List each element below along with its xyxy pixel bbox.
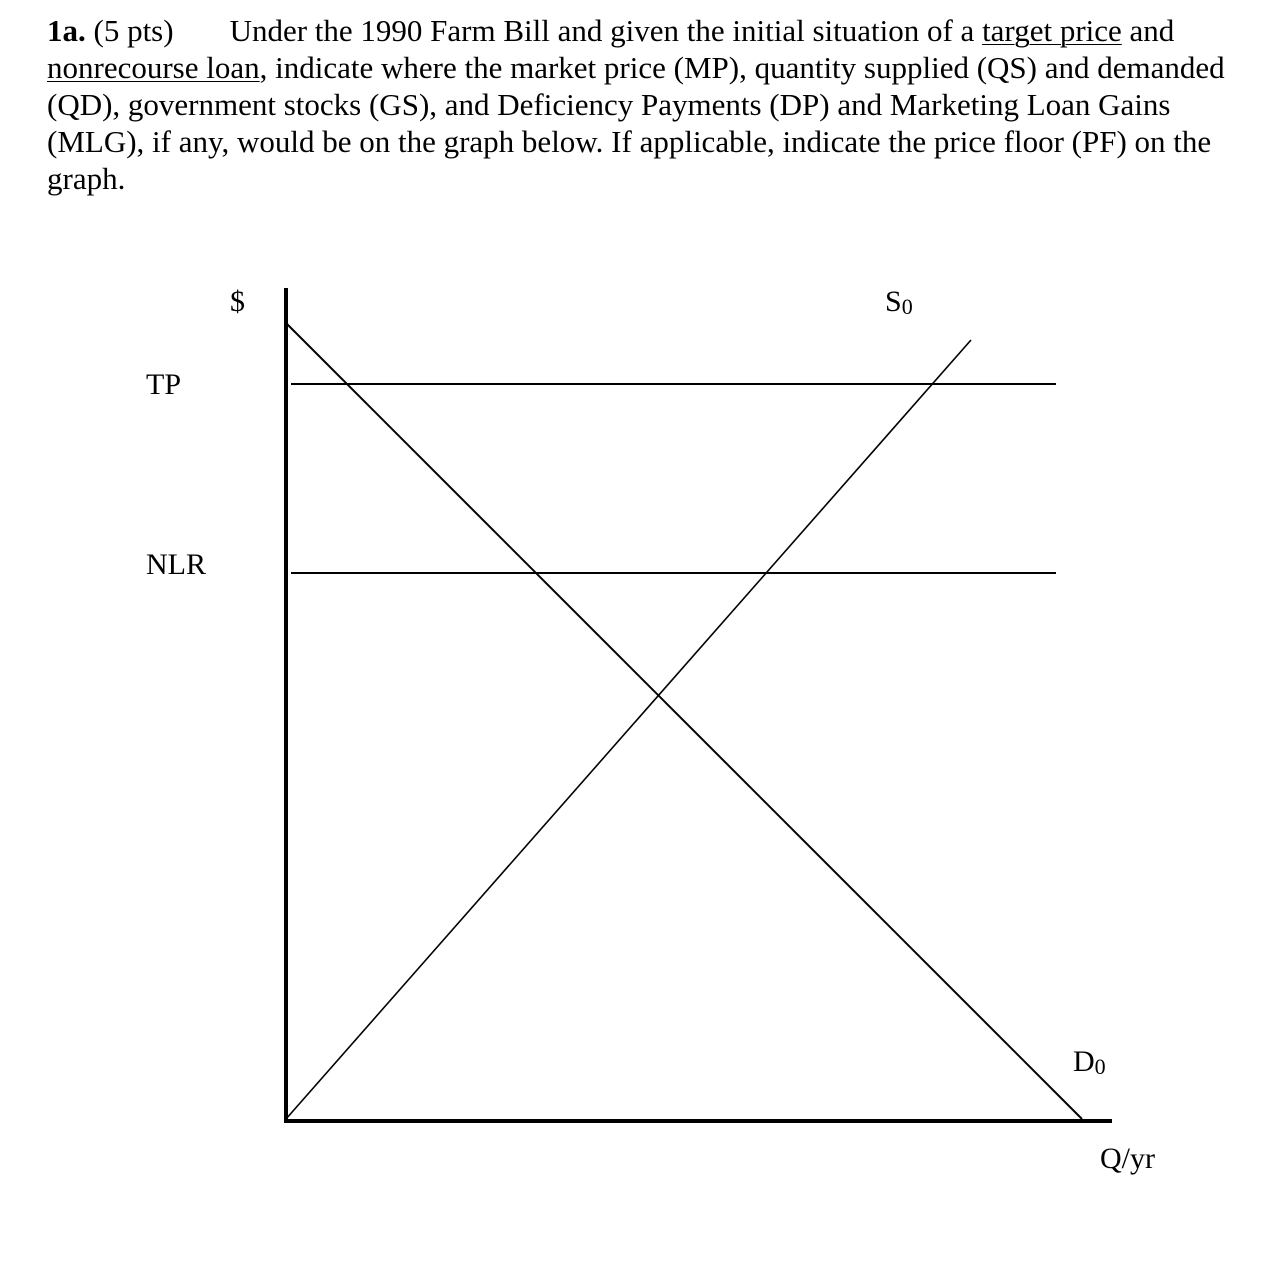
term-target-price: target price — [982, 13, 1122, 48]
question-part-1: Under the 1990 Farm Bill and given the initial situation of a — [229, 13, 983, 48]
demand-curve — [286, 323, 1082, 1119]
demand-letter: D — [1073, 1045, 1095, 1078]
supply-subscript: 0 — [901, 294, 913, 319]
question-number: 1a. — [47, 13, 86, 48]
question-points: (5 pts) — [93, 13, 174, 48]
nlr-label: NLR — [146, 548, 206, 581]
x-axis-label: Q/yr — [1100, 1142, 1155, 1175]
tp-label: TP — [146, 368, 182, 401]
supply-curve — [286, 340, 971, 1119]
y-axis-label: $ — [230, 285, 245, 318]
question-part-3: , indicate where the market price (MP), quantity supplied (QS) and demanded (QD), government stocks (GS), and Deficiency Payments (DP) and Marketing Loan Gains (MLG), if any, would be on the graph below. If applicable, indicate the price floor (PF) on the graph. — [47, 50, 1225, 196]
demand-label — [1073, 1045, 1106, 1079]
demand-subscript: 0 — [1094, 1054, 1106, 1079]
question-part-2: and — [1121, 13, 1175, 48]
supply-label — [885, 285, 913, 319]
supply-letter: S — [885, 285, 902, 318]
term-nonrecourse-loan: nonrecourse loan — [47, 50, 260, 85]
